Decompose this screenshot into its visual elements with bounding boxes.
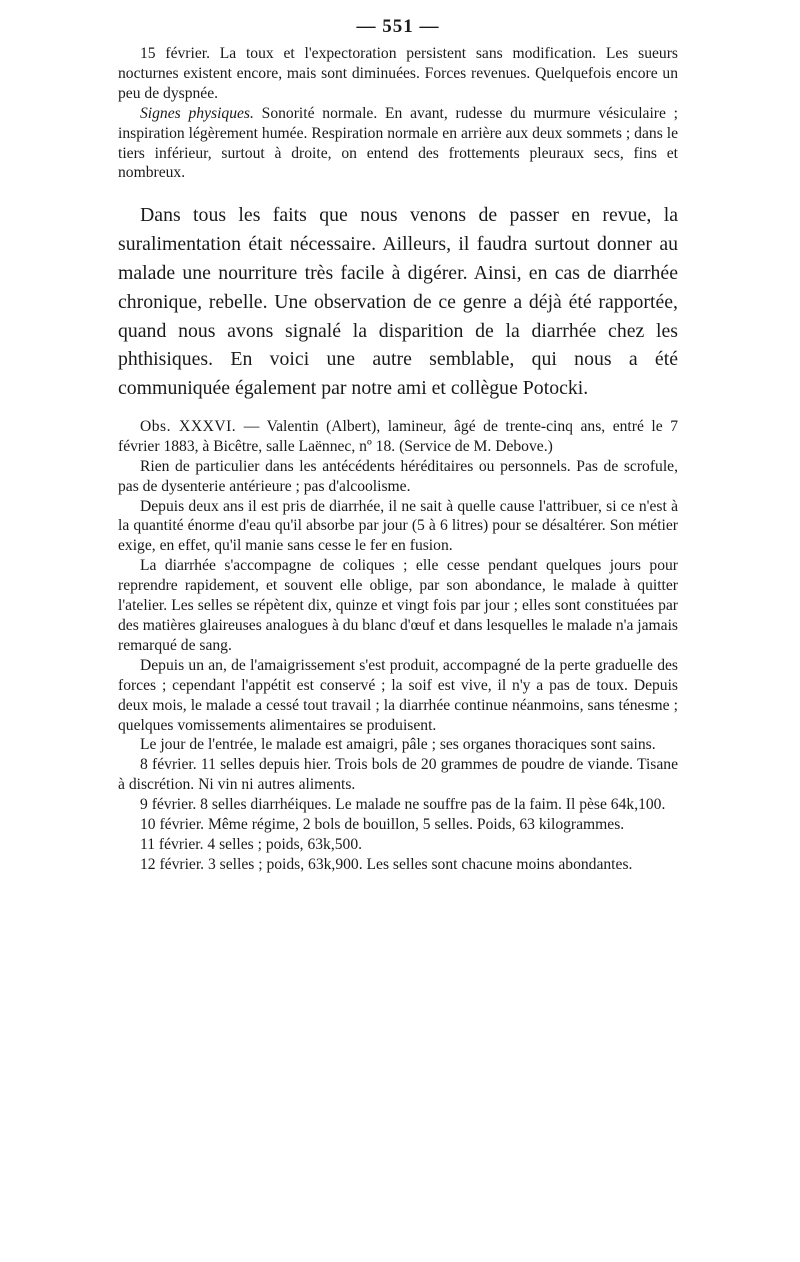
paragraph-10-fevrier: 10 février. Même régime, 2 bols de bouillon, 5 selles. Poids, 63 kilogrammes. — [140, 816, 625, 834]
paragraph-11-fevrier: 11 février. 4 selles ; poids, 63k,500. — [140, 835, 363, 853]
paragraph-amaigrissement: Depuis un an, de l'amaigrissement s'est produit, accompagné de la perte graduelle des forces ; cependant l'appétit est conservé ; la soif est vive, il n'y a pas de toux. Depuis deux mois, le malade a cessé tout travail ; la diarrhée continue néanmoins, sans ténesme ; quelques vomissements alimentaires se produisent. — [118, 656, 678, 734]
paragraph-coliques: La diarrhée s'accompagne de coliques ; elle cesse pendant quelques jours pour reprendre rapidement, et souvent elle oblige, par son abondance, le malade à quitter l'atelier. Les selles se répètent dix, quinze et vingt fois par jour ; elles sont constituées par des matières glaireuses analogues à du blanc d'œuf et dans lesquelles le malade n'a jamais remarqué de sang. — [118, 557, 678, 654]
paragraph-12-fevrier: 12 février. 3 selles ; poids, 63k,900. Les selles sont chacune moins abondantes. — [140, 855, 633, 873]
paragraph-9-fevrier: 9 février. 8 selles diarrhéiques. Le malade ne souffre pas de la faim. Il pèse 64k,100. — [140, 796, 666, 814]
page-number: — 551 — — [356, 16, 440, 37]
paragraph-15-fevrier: 15 février. La toux et l'expectoration persistent sans modification. Les sueurs nocturnes existent encore, mais sont diminuées. Forces revenues. Quelquefois encore un peu de dyspnée. — [118, 45, 678, 102]
signes-physiques-heading: Signes physiques. — [140, 104, 254, 122]
paragraph-jour-entree: Le jour de l'entrée, le malade est amaigri, pâle ; ses organes thoraciques sont sains. — [140, 736, 656, 754]
paragraph-8-fevrier: 8 février. 11 selles depuis hier. Trois bols de 20 grammes de poudre de viande. Tisane à discrétion. Ni vin ni autres aliments. — [118, 756, 678, 794]
observation-number: Obs. XXXVI. — [140, 417, 237, 435]
paragraph-antecedents: Rien de particulier dans les antécédents héréditaires ou personnels. Pas de scrofule, pas de dysenterie antérieure ; pas d'alcoolisme. — [118, 457, 678, 495]
observation-patient: — Valentin (Albert), lamineur, âgé de trente-cinq ans, entré le 7 février 1883, à Bicêtre, salle Laënnec, nº 18. (Service de M. Debove.) — [118, 417, 678, 455]
paragraph-diarrhee-debut: Depuis deux ans il est pris de diarrhée, il ne sait à quelle cause l'attribuer, si ce n'est à la quantité énorme d'eau qu'il absorbe par jour (5 à 6 litres) pour se désaltérer. Son métier exige, en effet, qu'il manie sans cesse le fer en fusion. — [118, 497, 678, 555]
signes-physiques-text: Sonorité normale. En avant, rudesse du murmure vésiculaire ; inspiration légèrement humée. Respiration normale en arrière aux deux sommets ; dans le tiers inférieur, surtout à droite, on entend des frottements pleuraux secs, fins et nombreux. — [118, 104, 679, 182]
paragraph-observation-header — [118, 417, 678, 457]
paragraph-signes-physiques — [118, 104, 678, 184]
paragraph-suralimentation: Dans tous les faits que nous venons de passer en revue, la suralimentation était nécessaire. Ailleurs, il faudra surtout donner au malade une nourriture très facile à digérer. Ainsi, en cas de diarrhée chronique, rebelle. Une observation de ce genre a déjà été rapportée, quand nous avons signalé la disparition de la diarrhée chez les phthisiques. En voici une autre semblable, qui nous a été communiquée également par notre ami et collègue Potocki. — [118, 204, 678, 400]
document-page — [118, 16, 678, 875]
